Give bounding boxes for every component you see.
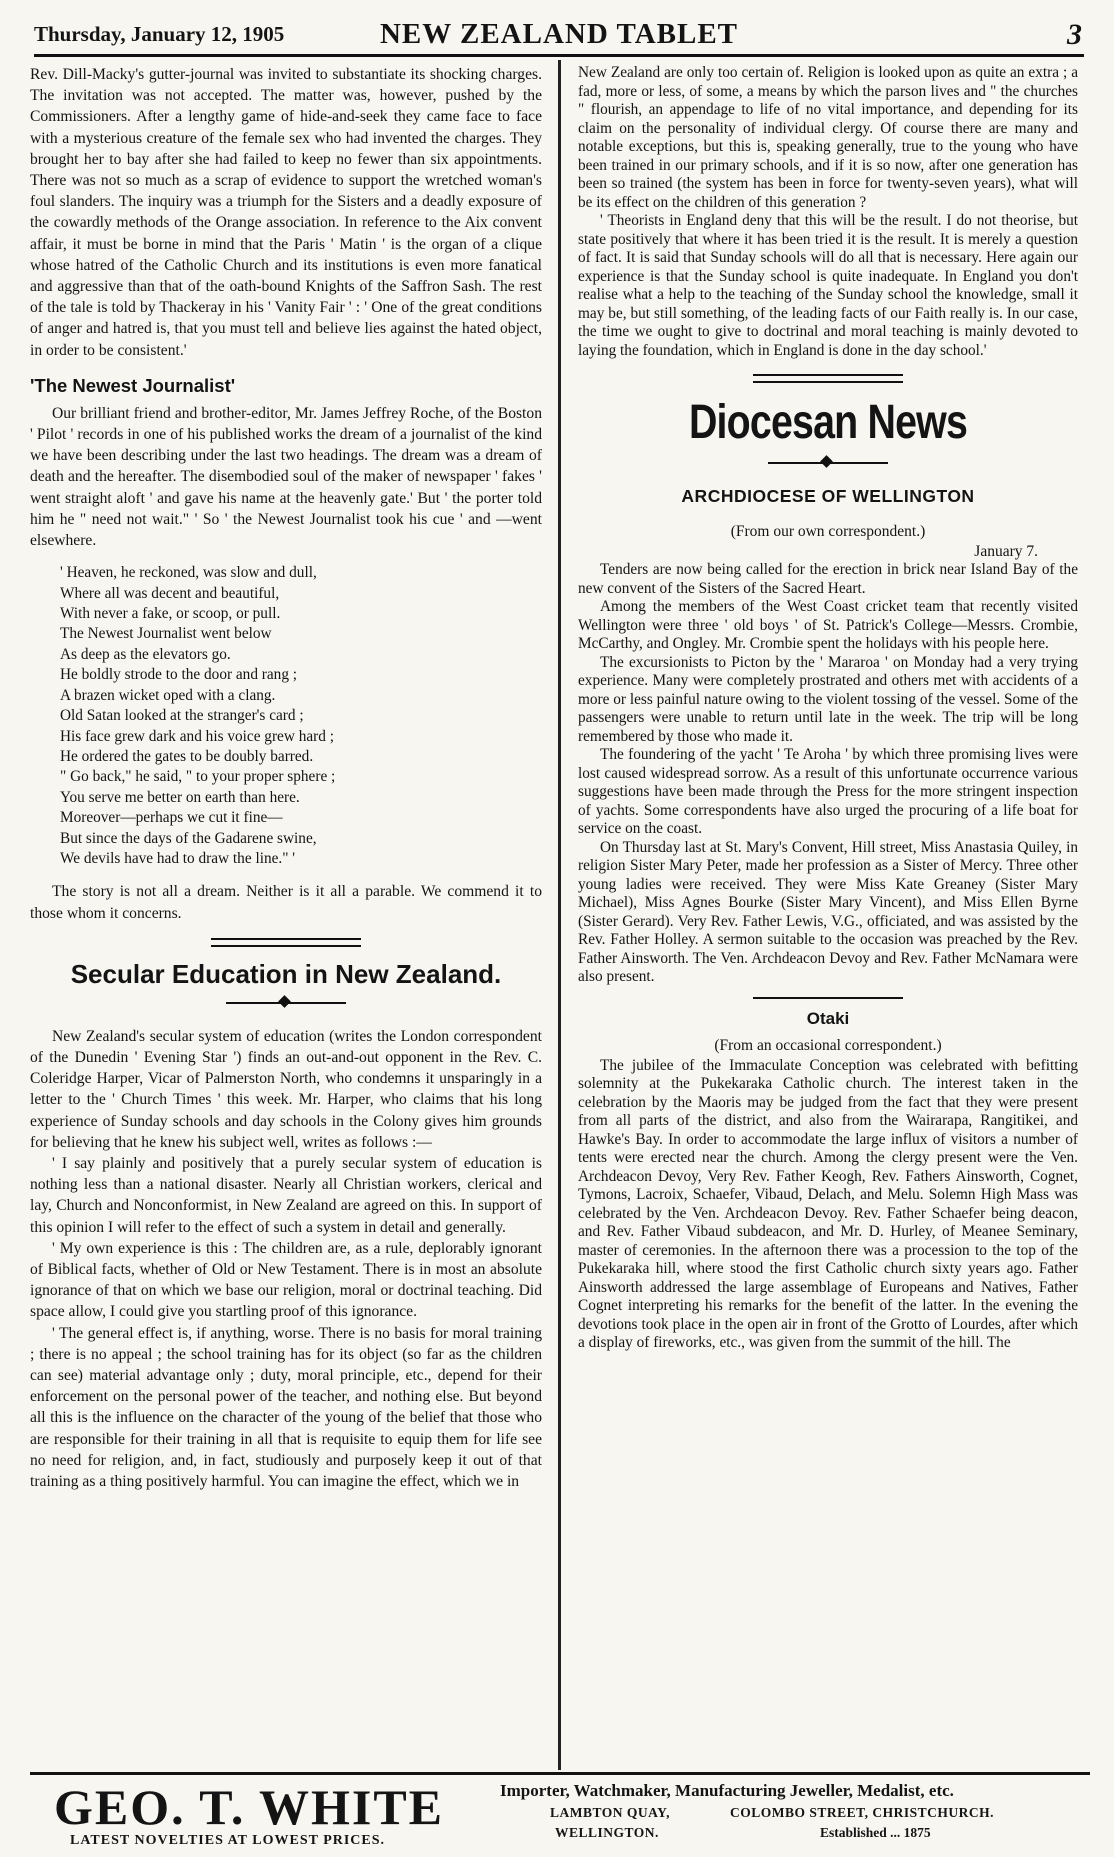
issue-date: Thursday, January 12, 1905 — [34, 22, 285, 46]
poem-line: He ordered the gates to be doubly barred. — [60, 747, 314, 765]
otaki-paragraph: The jubilee of the Immaculate Conception was celebrated with befitting solemnity at the Pukekaraka Catholic church. The interest taken in the celebration by the Maoris may be judged from the fact that they were present from all parts of the district, and also from the Wairarapa, Rangitikei, and Hawke's Bay. In order to accommodate the large influx of visitors a number of tents were erected near the church. Among the clergy present were the Ven. Archdeacon Devoy, Very Rev. Father Keogh, Rev. Fathers Ainsworth, Cognet, Tymons, Lacroix, Schaefer, Vibaud, Delach, and Melu. Solemn High Mass was celebrated by the Ven. Archdeacon Devoy. Rev. Father Schaefer being deacon, and Rev. Father Vibaud subdeacon, and Mr. D. Hurley, of Meanee Seminary, master of ceremonies. In the afternoon there was a procession to the top of the Pukekaraka hill, where stood the first Catholic church sixty years ago. Father Ainsworth addressed the large assemblage of Europeans and Natives, Father Cognet interpreting his remarks for the benefit of the latter. In the evening the devotions took place in the open air in front of the Grotto of Lourdes, after which a display of fireworks, etc., was given from the summit of the hill. The — [578, 1056, 1078, 1351]
poem-line: With never a fake, or scoop, or pull. — [60, 605, 281, 623]
diocesan-news-title: Diocesan News — [688, 396, 968, 449]
poem-line: He boldly strode to the door and rang ; — [60, 666, 298, 684]
poem-line: The Newest Journalist went below — [60, 625, 272, 643]
section-rule — [753, 997, 903, 999]
dill-macky-paragraph: Rev. Dill-Macky's gutter-journal was invited to substantiate its shocking charges. The invitation was not accepted. The matter was, however, pushed by the Commissioners. After a lengthy game of hide-and-seek they came face to face with a mysterious creature of the female sex who had invented the charges. They brought her to bay after she had failed to keep no fewer than six appointments. There was not so much as a scrap of evidence to support the wretched woman's foul slanders. The inquiry was a triumph for the Sisters and a deadly exposure of the cowardly methods of the Orange association. In reference to the Aix convent affair, it must be borne in mind that the Paris ' Matin ' is the organ of a clique whose hatred of the Catholic Church and its institutions is even more fanatical and aggressive than that of the oath-bound Knights of the Saffron Sash. The rest of the tale is told by Thackeray in his ' Vanity Fair ' : ' One of the great conditions of anger and hatred is, that you must tell and believe lies against the hated object, in order to be consistent.' — [30, 66, 542, 359]
secular-paragraph: ' My own experience is this : The children are, as a rule, deplorably ignorant of Biblical facts, whether of Old or New Testament. There is in most an absolute ignorance of that on which we base our religion, moral or doctrinal teaching. Did space allow, I could give you startling proof of this ignorance. — [30, 1239, 542, 1321]
secular-education-title: Secular Education in New Zealand. — [70, 958, 502, 989]
wellington-paragraph: Tenders are now being called for the erection in brick near Island Bay of the new convent of the Sisters of the Sacred Heart. — [578, 561, 1078, 597]
archdiocese-heading: ARCHDIOCESE OF WELLINGTON — [681, 486, 975, 506]
ornament-rule — [226, 996, 346, 1010]
secular-paragraph: ' The general effect is, if anything, worse. There is no basis for moral training ; there is no appeal ; the school training has for its object (so far as the children can see) material advantage only ; duty, moral principle, etc., depend for their enforcement on the personal power of the teacher, and nothing else. But beyond all this is the influence on the character of the young of the belief that those who are responsible for their training in all that is requisite to equip them for life see no need for religion, and, in fact, studiously and purposely keep it out of that training as a thing positively harmful. You can imagine the effect, which we in — [30, 1324, 542, 1491]
poem-line: Moreover—perhaps we cut it fine— — [60, 809, 283, 827]
newspaper-title: NEW ZEALAND TABLET — [379, 18, 739, 50]
secular-continued-paragraph: ' Theorists in England deny that this will be the result. I do not theorise, but state positively that where it has been tried it is the result. It is merely a question of fact. It is said that Sunday schools will do all that is necessary. Here again our experience is that the Sunday school is quite inadequate. In England you don't realise what a help to the teaching of the Sunday school the knowledge, small it may be, but still something, of the leading facts of our Faith really is. In our case, the time we ought to give to doctrinal and moral teaching is mainly devoted to laying the foundation, which in England is done in the day school.' — [578, 212, 1078, 359]
wellington-paragraph: The foundering of the yacht ' Te Aroha ' by which three promising lives were lost caused widespread sorrow. As a result of this unfortunate occurrence various suggestions have been made through the Press for the more stringent inspection of yachts. Some correspondents have also urged the procuring of a life boat for service on the coast. — [578, 746, 1078, 837]
established-year: Established ... 1875 — [820, 1825, 931, 1840]
advertiser-name: GEO. T. WHITE — [54, 1779, 445, 1835]
poem-line: Where all was decent and beautiful, — [60, 584, 280, 602]
wellington-correspondent: (From our own correspondent.) — [730, 523, 926, 540]
wellington-paragraph: On Thursday last at St. Mary's Convent, Hill street, Miss Anastasia Quiley, in religion Sister Mary Peter, made her profession as a Sister of Mercy. Three other young ladies were received. They were Miss Kate Greaney (Sister Mary Michael), Miss Agnes Bourke (Sister Mary Vincent), and Miss Ellen Byrne (Sister Gerard). Very Rev. Father Lewis, V.G., officiated, and was assisted by the Rev. Father Holley. A sermon suitable to the occasion was preached by the Rev. Father Ainsworth. The Ven. Archdeacon Devoy and Rev. Father McNamara were also present. — [578, 838, 1078, 985]
masthead — [34, 14, 1084, 57]
left-column — [30, 64, 542, 1492]
poem-line: ' Heaven, he reckoned, was slow and dull, — [60, 564, 317, 582]
poem-line: " Go back," he said, " to your proper sphere ; — [60, 768, 336, 786]
address-wellington-city: WELLINGTON. — [555, 1825, 659, 1840]
secular-paragraph: ' I say plainly and positively that a purely secular system of education is nothing less than a national disaster. Nearly all Christian workers, clerical and lay, Church and Nonconformist, in New Zealand are agreed on this. In support of this opinion I will refer to the effect of such a system in detail and generally. — [30, 1154, 542, 1236]
newest-journalist-heading: 'The Newest Journalist' — [30, 374, 236, 396]
address-wellington-street: LAMBTON QUAY, — [550, 1805, 671, 1820]
poem-line: As deep as the elevators go. — [60, 645, 231, 663]
poem — [60, 563, 542, 869]
wellington-dateline: January 7. — [974, 543, 1038, 560]
section-rule — [211, 938, 361, 947]
newest-journalist-paragraph: Our brilliant friend and brother-editor, Mr. James Jeffrey Roche, of the Boston ' Pilot ' records in one of his published works the dream of a journalist of the kind we have been describing under the last two headings. The dream was a dream of death and the hereafter. The disembodied soul of the maker of newspaper ' fakes ' went straight aloft ' and gave his name at the heavenly gate.' But ' the porter told him he " need not wait." ' So ' the Newest Journalist took his cue ' and —went elsewhere. — [30, 404, 542, 550]
poem-line: His face grew dark and his voice grew hard ; — [60, 727, 334, 745]
wellington-paragraph: Among the members of the West Coast cricket team that recently visited Wellington were three ' old boys ' of St. Patrick's College—Messrs. Crombie, McCarthy, and Ongley. Mr. Crombie spent the holidays with his people here. — [578, 598, 1078, 652]
section-rule — [753, 374, 903, 383]
footer-advertisement — [30, 1772, 1090, 1851]
ornament-rule — [768, 456, 888, 470]
story-conclusion: The story is not all a dream. Neither is it all a parable. We commend it to those whom it concerns. — [30, 883, 542, 922]
right-column — [578, 64, 1078, 1353]
advertiser-slogan: LATEST NOVELTIES AT LOWEST PRICES. — [70, 1833, 386, 1848]
otaki-heading: Otaki — [806, 1008, 850, 1028]
secular-continued-paragraph: New Zealand are only too certain of. Religion is looked upon as quite an extra ; a fad, more or less, of some, a means by which the parson lives and " the churches " flourish, an appendage to life of no vital importance, and depending for its claim on the personality of individual clergy. Of course there are many and notable exceptions, but this is, speaking generally, true to the young who have been trained in our primary schools, and if it is so now, after one generation has been so trained (the system has been in force for twenty-seven years), what will be its effect on the children of this generation ? — [578, 64, 1078, 211]
poem-line: We devils have had to draw the line." ' — [60, 849, 296, 867]
wellington-paragraph: The excursionists to Picton by the ' Mararoa ' on Monday had a very trying experience. Many were completely prostrated and others met with accidents of a more or less painful nature owing to the violent tossing of the vessel. Some of the passengers were unable to return until late in the week. The trip will be long remembered by those who made it. — [578, 653, 1078, 745]
otaki-correspondent: (From an occasional correspondent.) — [714, 1036, 942, 1054]
secular-paragraph: New Zealand's secular system of education (writes the London correspondent of the Dunedin ' Evening Star ') finds an out-and-out opponent in the Rev. C. Coleridge Harper, Vicar of Palmerston North, who condemns it unsparingly in a letter to the ' Church Times ' this week. Mr. Harper, who claims that his long experience of Sunday schools and day schools in the Colony gives him grounds for believing that he knew his subject well, writes as follows :— — [30, 1027, 542, 1151]
address-christchurch: COLOMBO STREET, CHRISTCHURCH. — [730, 1805, 995, 1820]
poem-line: But since the days of the Gadarene swine, — [60, 829, 317, 847]
poem-line: You serve me better on earth than here. — [60, 788, 300, 806]
column-divider — [558, 60, 561, 1770]
poem-line: Old Satan looked at the stranger's card ; — [60, 707, 304, 725]
advertiser-trades: Importer, Watchmaker, Manufacturing Jeweller, Medalist, etc. — [500, 1781, 954, 1800]
poem-line: A brazen wicket oped with a clang. — [60, 686, 276, 704]
page-number: 3 — [1067, 18, 1082, 51]
